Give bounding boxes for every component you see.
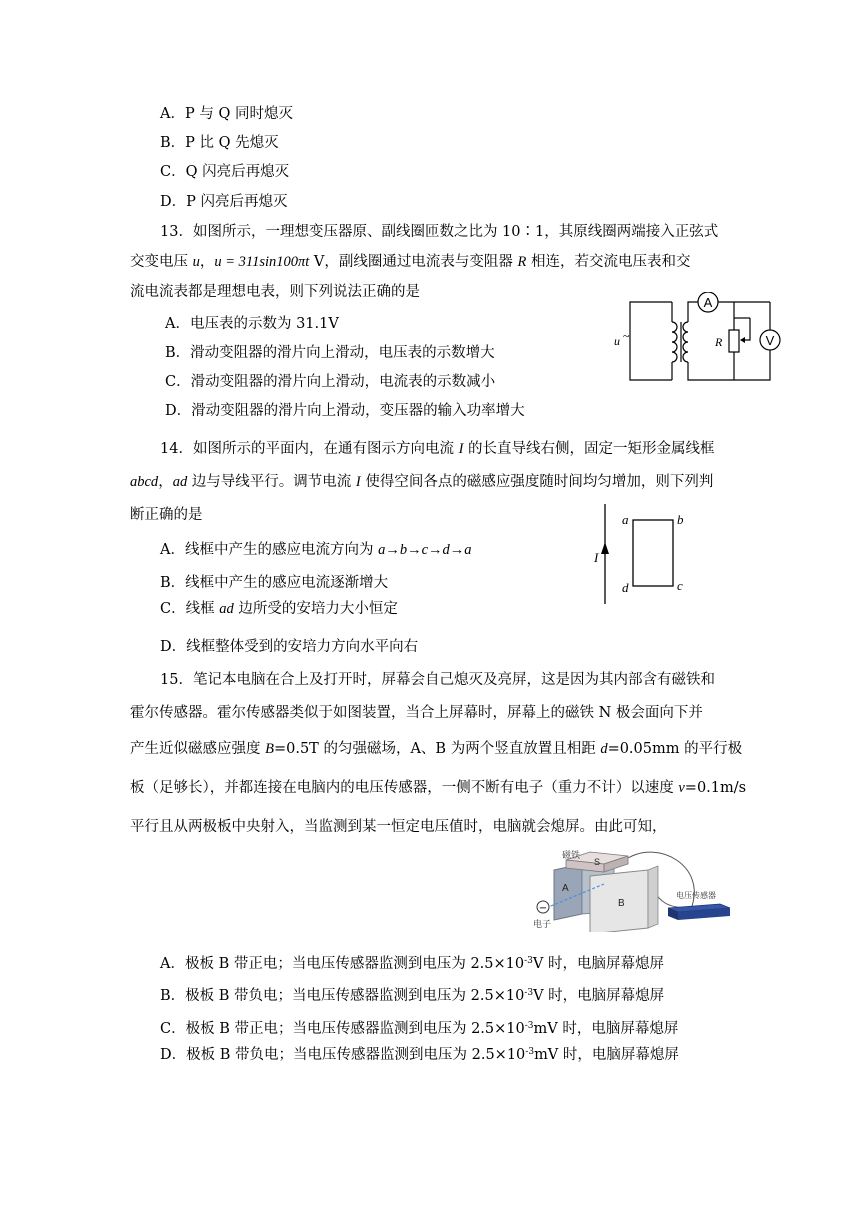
electron-label: 电子 — [533, 920, 552, 930]
q15-stem-line2: 霍尔传感器。霍尔传感器类似于如图装置，当合上屏幕时，屏幕上的磁铁 N 极会面向下并 — [130, 705, 703, 721]
text: mV 时，电脑屏幕熄屏 — [533, 1021, 679, 1037]
transformer-circuit-figure — [610, 292, 790, 384]
q15-stem-line4 — [130, 778, 746, 798]
text: A．极板 B 带正电；当电压传感器监测到电压为 2.5×10 — [160, 956, 525, 972]
q14-stem-line2 — [130, 472, 713, 492]
q14-stem-line3: 断正确的是 — [130, 507, 203, 523]
symbol-u: u — [192, 254, 200, 270]
q15-option-a — [160, 954, 664, 974]
magnet-s-label: S — [594, 857, 601, 867]
symbol-i: I — [458, 441, 464, 457]
exponent: -3 — [525, 1047, 535, 1057]
text: 边所受的安培力大小恒定 — [233, 601, 398, 617]
symbol-r: R — [517, 254, 527, 270]
text: 的长直导线右侧，固定一矩形金属线框 — [463, 441, 715, 457]
q15-option-c — [160, 1019, 678, 1039]
q13-option-c: C．滑动变阻器的滑片向上滑动，电流表的示数减小 — [165, 374, 496, 390]
magnet-label: 磁铁 — [562, 851, 581, 861]
q13-option-a: A．电压表的示数为 31.1V — [165, 316, 339, 332]
q12-option-c: C．Q 闪亮后再熄灭 — [160, 164, 290, 180]
text: V 时，电脑屏幕熄屏 — [533, 988, 665, 1004]
text: 板（足够长），并都连接在电脑内的电压传感器，一侧不断有电子（重力不计）以速度 — [130, 780, 679, 796]
text: 产生近似磁感应强度 — [130, 741, 266, 757]
text: A．线框中产生的感应电流方向为 — [160, 542, 379, 558]
text: 使得空间各点的磁感应强度随时间均匀增加，则下列判 — [360, 474, 714, 490]
q15-option-b — [160, 986, 664, 1006]
current-path: a→b→c→d→a — [378, 542, 472, 558]
text: mV 时，电脑屏幕熄屏 — [534, 1047, 679, 1063]
wire-frame-figure — [588, 500, 698, 608]
voltmeter-label: V — [765, 333, 775, 348]
q15-stem-line5: 平行且从两极板中央射入，当监测到某一恒定电压值时，电脑就会熄屏。由此可知， — [130, 819, 667, 835]
text: V 时，电脑屏幕熄屏 — [532, 956, 664, 972]
text: =0.1m/s — [684, 780, 747, 796]
symbol-v: v — [678, 780, 685, 796]
text: C．线框 — [160, 601, 220, 617]
symbol-abcd: abcd — [130, 474, 159, 490]
plate-a-label: A — [562, 883, 569, 894]
text: 边与导线平行。调节电流 — [187, 474, 356, 490]
corner-d-label: d — [622, 580, 629, 595]
corner-a-label: a — [622, 512, 629, 527]
q15-option-d — [160, 1045, 679, 1065]
text: C．极板 B 带正电；当电压传感器监测到电压为 2.5×10 — [160, 1021, 525, 1037]
q12-option-b: B．P 比 Q 先熄灭 — [160, 135, 279, 151]
q12-option-a: A．P 与 Q 同时熄灭 — [160, 106, 293, 122]
current-label: I — [594, 550, 599, 565]
text: =0.05mm 的平行极 — [607, 741, 743, 757]
q14-stem-line1 — [160, 439, 715, 459]
exponent: -3 — [524, 956, 533, 966]
q14-option-b: B．线框中产生的感应电流逐渐增大 — [160, 575, 389, 591]
symbol-b: B — [265, 741, 274, 757]
corner-c-label: c — [677, 578, 683, 593]
ammeter-label: A — [703, 295, 713, 310]
text: B．极板 B 带负电；当电压传感器监测到电压为 2.5×10 — [160, 988, 525, 1004]
plate-b-label: B — [618, 898, 625, 909]
text: ， — [158, 474, 173, 490]
q13-stem-line3: 流电流表都是理想电表，则下列说法正确的是 — [130, 284, 420, 300]
q13-stem-line1: 13．如图所示，一理想变压器原、副线圈匝数之比为 10∶1，其原线圈两端接入正弦式 — [160, 224, 719, 240]
sensor-label: 电压传感器 — [676, 891, 716, 900]
q15-stem-line3 — [130, 739, 742, 759]
hall-sensor-figure — [530, 846, 740, 932]
symbol-ad: ad — [219, 601, 234, 617]
text: 相连，若交流电压表和交 — [526, 254, 691, 270]
q15-stem-line1: 15．笔记本电脑在合上及打开时，屏幕会自己熄灭及亮屏，这是因为其内部含有磁铁和 — [160, 672, 715, 688]
symbol-ad: ad — [172, 474, 188, 490]
q14-option-c — [160, 599, 398, 619]
q13-stem-line2 — [130, 252, 690, 272]
formula: u = 311sin100πt — [214, 254, 310, 270]
q14-option-d: D．线框整体受到的安培力方向水平向右 — [160, 639, 419, 655]
q13-option-b: B．滑动变阻器的滑片向上滑动，电压表的示数增大 — [165, 345, 495, 361]
text: =0.5T 的匀强磁场，A、B 为两个竖直放置且相距 — [273, 741, 601, 757]
q12-option-d: D．P 闪亮后再熄灭 — [160, 194, 288, 210]
ac-symbol: ~ — [623, 329, 630, 343]
text: 交变电压 — [130, 254, 193, 270]
text: ， — [199, 254, 215, 270]
source-label: u — [614, 334, 620, 348]
symbol-d: d — [600, 741, 608, 757]
electron-sign: − — [538, 903, 548, 914]
corner-b-label: b — [677, 512, 684, 527]
q13-option-d: D．滑动变阻器的滑片向上滑动，变压器的输入功率增大 — [165, 403, 525, 419]
text: D．极板 B 带负电；当电压传感器监测到电压为 2.5×10 — [160, 1047, 526, 1063]
q14-option-a — [160, 540, 472, 560]
exponent: -3 — [524, 1021, 534, 1031]
symbol-i: I — [355, 474, 361, 490]
exponent: -3 — [524, 988, 534, 998]
resistor-label: R — [715, 335, 723, 349]
text: V，副线圈通过电流表与变阻器 — [309, 254, 518, 270]
text: 14．如图所示的平面内，在通有图示方向电流 — [160, 441, 459, 457]
